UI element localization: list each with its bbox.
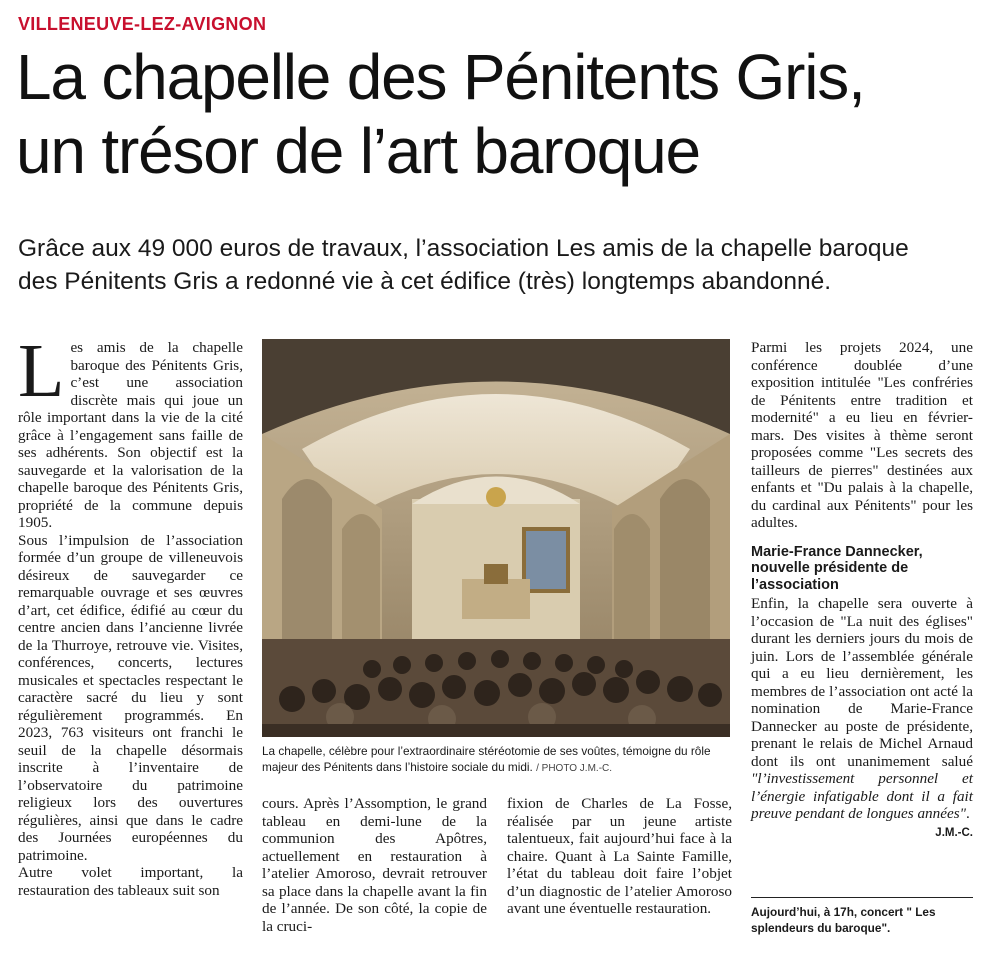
article-column-2 (262, 795, 487, 935)
article-paragraph-3: Autre volet important, la restauration des tableaux suit son (18, 864, 243, 899)
article-column-4-paragraph-1: Parmi les projets 2024, une conférence doublée d’une exposition intitulée "Les confréries de Pénitents entre tradition et modernité" a eu lieu en février-mars. Des visites à thème seront proposées comme "Les secrets des tailleurs de pierres" destinées aux enfants et "Du palais à la chapelle, du cardinal aux Pénitents" pour les adultes. (751, 339, 973, 531)
deck-line-2: des Pénitents Gris a redonné vie à cet édifice (très) longtemps abandonné. (18, 268, 832, 295)
caption-text: La chapelle, célèbre pour l’extraordinaire stéréotomie de ses voûtes, témoigne du rôle majeur des Pénitents dans l’histoire sociale du midi. (262, 744, 711, 774)
headline (16, 40, 976, 188)
deck-line-1: Grâce aux 49 000 euros de travaux, l’association Les amis de la chapelle baroque (18, 235, 909, 262)
author-signature: J.M.-C. (935, 826, 973, 839)
article-column-3 (507, 795, 732, 918)
event-infobox: Aujourd’hui, à 17h, concert " Les splendeurs du baroque". (751, 897, 973, 936)
article-column-4 (751, 339, 973, 842)
headline-line-2: un trésor de l’art baroque (16, 115, 700, 187)
drop-cap: L (18, 329, 65, 413)
article-column-2-text: cours. Après l’Assomption, le grand tableau en demi-lune de la communion des Apôtres, actuellement en restauration à l’atelier Amoroso, devrait retrouver sa place dans la chapelle avant la fin de l’année. De son côté, la copie de la cruci- (262, 795, 487, 935)
subheading: Marie-France Dannecker, nouvelle présidente de l’association (751, 543, 923, 593)
article-paragraph-1: Les amis de la chapelle baroque des Pénitents Gris, c’est une association discrète mais qui joue un rôle important dans la vie de la cité grâce à l’engagement sans faille de ses adhérents. Son objectif est la sauvegarde et la valorisation de la chapelle baroque des Pénitents Gris, propriété de la commune depuis 1905. (18, 329, 243, 531)
headline-line-1: La chapelle des Pénitents Gris, (16, 41, 865, 113)
article-column-4-paragraph-2: Enfin, la chapelle sera ouverte à l’occasion de "La nuit des églises" durant les derniers jours du mois de juin. Lors de l’assemblée générale qui a eu lieu dernièrement, les membres de l’association ont acté la nomination de Marie-France Dannecker au poste de présidente, prenant le relais de Michel Arnaud dont ils ont unanimement salué "l’investissement personnel et l’énergie infatigable dont il a fait preuve pendant de longues années". (751, 595, 973, 822)
chapel-photo (262, 339, 730, 737)
article-paragraph-2: Sous l’impulsion de l’association formée d’un groupe de villeneuvois désireux de sauvegarder ce remarquable ouvrage et ses œuvres d’art, cet édifice, édifié au cœur du centre ancien dans l’ancienne livrée de la Thurroye, retrouve vie. Visites, conférences, concerts, lectures musicales et spectacles respectant le caractère sacré du lieu y sont régulièrement programmés. En 2023, 763 visiteurs ont franchi le seuil de la chapelle désormais inscrite à l’inventaire de l’observatoire du patrimoine religieux lors des ouvertures régulières, ainsi que dans le cadre des Journées européennes du patrimoine. (18, 531, 243, 864)
chapel-interior-illustration (262, 339, 730, 737)
article-column-3-text: fixion de Charles de La Fosse, réalisée par un jeune artiste talentueux, fait aujourd’hui face à la chaire. Quant à La Sainte Famille, l’état du tableau doit faire l’objet d’un diagnostic de l’atelier Amoroso avant une éventuelle restauration. (507, 795, 732, 917)
section-kicker: VILLENEUVE-LEZ-AVIGNON (18, 14, 267, 34)
photo-caption (262, 743, 732, 777)
quote: "l’investissement personnel et l’énergie infatigable dont il a fait preuve pendant de longues années" (751, 770, 973, 822)
deck (18, 232, 973, 298)
photo-credit: / PHOTO J.M.-C. (536, 763, 613, 774)
article-column-1 (18, 329, 243, 899)
